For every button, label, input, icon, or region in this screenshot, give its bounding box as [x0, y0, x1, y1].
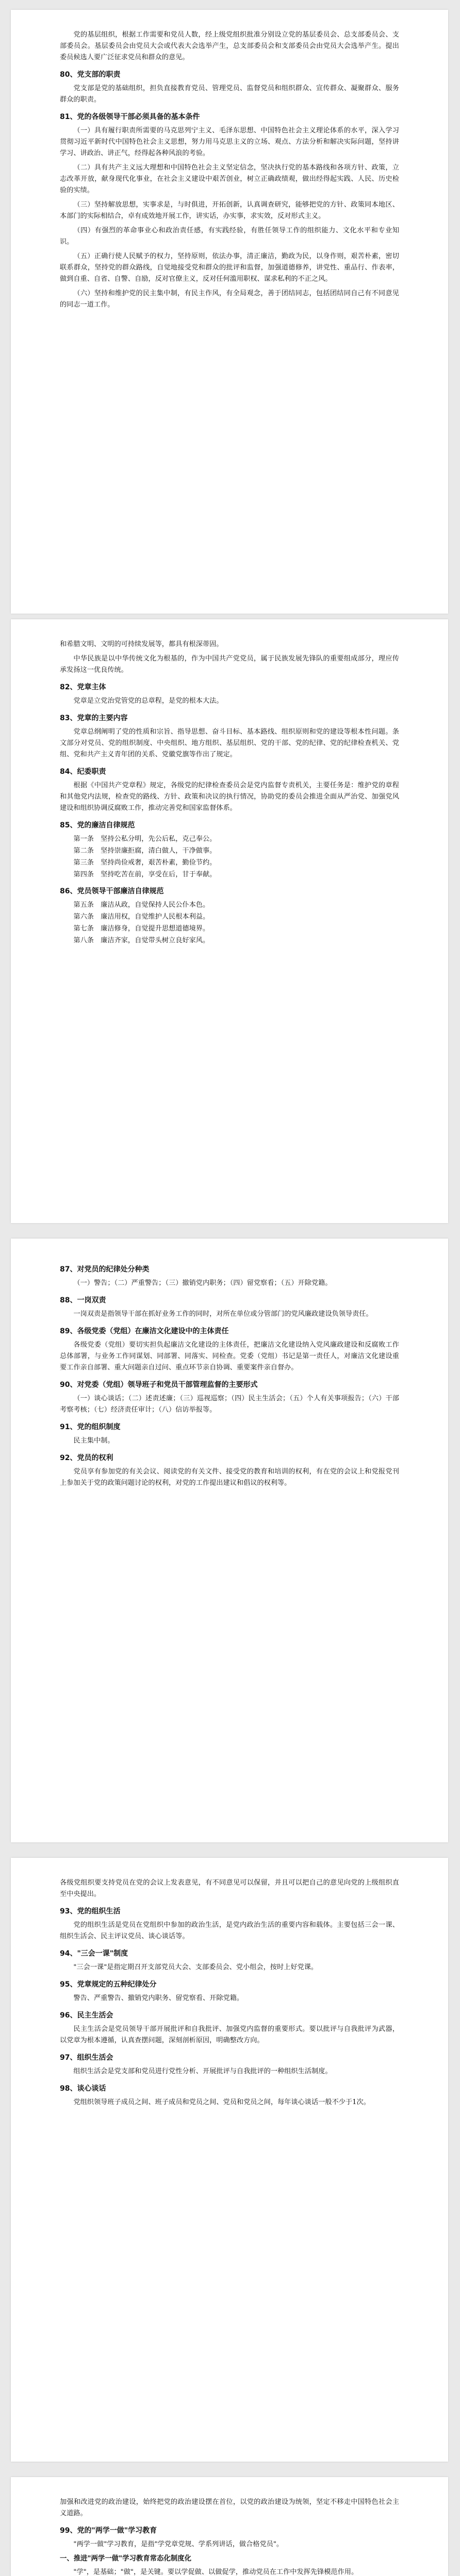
list-item: 第二条 坚持崇廉拒腐，清白做人，干净做事。 [73, 847, 217, 855]
section-heading: 94、"三会一课"制度 [60, 1950, 128, 1958]
section-heading: 92、党员的权利 [60, 1454, 113, 1462]
paragraph: （二）具有共产主义远大理想和中国特色社会主义坚定信念，坚决执行党的基本路线和各项方针、政策，立志改革开放，献身现代化事业，在社会主义建设中艰苦创业，树立正确政绩观，做出经得起实践、人民、历史检验的实绩。 [60, 164, 399, 194]
paragraph: 党的组织生活是党员在党组织中参加的政治生活，是党内政治生活的重要内容和载体。主要包括三会一课、组织生活会、民主评议党员、谈心谈话等。 [60, 1921, 399, 1940]
list-item: 第三条 坚持尚俭戒奢，艰苦朴素，勤俭节约。 [73, 859, 217, 867]
document-page [11, 1858, 448, 2462]
paragraph: （六）坚持和维护党的民主集中制，有民主作风，有全局观念，善于团结同志，包括团结同自己有不同意见的同志一道工作。 [60, 290, 399, 309]
section-heading: 80、党支部的职责 [60, 71, 121, 79]
section-heading: 90、对党委（党组）领导班子和党员干部管理监督的主要形式 [60, 1381, 258, 1389]
section-heading: 99、党的"两学一做"学习教育 [60, 2527, 157, 2535]
section-heading: 88、一岗双责 [60, 1296, 106, 1304]
paragraph: 和希腊文明、文明的可持续发展等，都具有根深蒂固。 [60, 640, 223, 648]
section-heading: 81、党的各级领导干部必须具备的基本条件 [60, 113, 200, 121]
paragraph: 加强和改进党的政治建设，始终把党的政治建设摆在首位，以党的政治建设为统领，坚定不移走中国特色社会主义道路。 [60, 2498, 399, 2517]
paragraph: "三会一课"是指定期召开支部党员大会、支部委员会、党小组会，按时上好党课。 [73, 1963, 318, 1971]
paragraph: 中华民族是以中华传统文化为根基的，作为中国共产党党员，属于民族发展先锋队的重要组成部分，理应传承发扬这一优良传统。 [60, 655, 399, 674]
document-page [11, 1239, 448, 1842]
section-heading: 83、党章的主要内容 [60, 714, 128, 722]
section-heading: 82、党章主体 [60, 683, 106, 691]
section-heading: 86、党员领导干部廉洁自律规范 [60, 887, 164, 895]
section-heading: 93、党的组织生活 [60, 1907, 121, 1916]
list-item: 第八条 廉洁齐家，自觉带头树立良好家风。 [73, 937, 210, 944]
section-heading: 91、党的组织制度 [60, 1423, 121, 1431]
paragraph: 一岗双责是指领导干部在抓好业务工作的同时，对所在单位或分管部门的党风廉政建设负领导责任。 [73, 1310, 373, 1318]
list-item: 第五条 廉洁从政，自觉保持人民公仆本色。 [73, 901, 210, 909]
paragraph: （一）谈心谈话；（二）述责述廉；（三）巡视巡察；（四）民主生活会；（五）个人有关事项报告；（六）干部考察考核；（七）经济责任审计；（八）信访举报等。 [60, 1395, 399, 1414]
paragraph: （一）警告；（二）严重警告；（三）撤销党内职务；（四）留党察看；（五）开除党籍。 [73, 1279, 332, 1287]
paragraph: 民主生活会是党员领导干部开展批评和自我批评、加强党内监督的重要形式。要以批评与自我批评为武器，以党章为根本遵循，认真查摆问题，深刻剖析原因，明确整改方向。 [60, 2025, 399, 2044]
section-heading: 95、党章规定的五种纪律处分 [60, 1980, 157, 1989]
paragraph: 党章是立党治党管党的总章程，是党的根本大法。 [73, 697, 223, 705]
list-item: 第四条 坚持吃苦在前，享受在后，甘于奉献。 [73, 871, 217, 878]
paragraph: 党支部是党的基础组织，担负直接教育党员、管理党员、监督党员和组织群众、宣传群众、凝聚群众、服务群众的职责。 [60, 84, 399, 104]
paragraph: （一）具有履行职责所需要的马克思列宁主义、毛泽东思想、中国特色社会主义理论体系的水平，深入学习贯彻习近平新时代中国特色社会主义思想，努力用马克思主义的立场、观点、方法分析和解决实际问题，坚持讲学习、讲政治、讲正气，经得起各种风浪的考验。 [60, 127, 399, 157]
paragraph: "两学一做"学习教育，是指"学党章党规、学系列讲话，做合格党员"。 [73, 2540, 284, 2548]
paragraph: 各级党组织要支持党员在党的会议上发表意见，有不同意见可以保留，并且可以把自己的意见向党的上级组织直至中央提出。 [60, 1879, 399, 1898]
section-heading: 89、各级党委（党组）在廉洁文化建设中的主体责任 [60, 1327, 229, 1335]
paragraph: 各级党委（党组）要切实担负起廉洁文化建设的主体责任，把廉洁文化建设纳入党风廉政建设和反腐败工作总体部署，与业务工作同谋划、同部署、同落实、同检查。党委（党组）书记是第一责任人，对廉洁文化建设重要工作亲自部署、重大问题亲自过问、重点环节亲自协调、重要案件亲自督办。 [60, 1341, 399, 1371]
paragraph: （三）坚持解放思想，实事求是，与时俱进，开拓创新，认真调查研究，能够把党的方针、政策同本地区、本部门的实际相结合，卓有成效地开展工作，讲实话，办实事，求实效，反对形式主义。 [60, 201, 399, 220]
section-heading: 87、对党员的纪律处分种类 [60, 1265, 150, 1274]
document-page [11, 2477, 448, 2576]
paragraph: 组织生活会是党支部和党员进行党性分析、开展批评与自我批评的一种组织生活制度。 [73, 2067, 332, 2075]
list-item: 第一条 坚持公私分明，先公后私，克己奉公。 [73, 835, 217, 843]
paragraph: 党的基层组织，根据工作需要和党员人数，经上级党组织批准分别设立党的基层委员会、总支部委员会、支部委员会。基层委员会由党员大会或代表大会选举产生，总支部委员会和支部委员会由党员大会选举产生。提出委员候选人要广泛征求党员和群众的意见。 [60, 31, 399, 61]
list-item: 第七条 廉洁修身，自觉提升思想道德境界。 [73, 925, 210, 933]
section-heading: 84、纪委职责 [60, 768, 106, 776]
section-heading: 96、民主生活会 [60, 2011, 113, 2020]
document-page [11, 10, 448, 614]
paragraph: （四）有强烈的革命事业心和政治责任感，有实践经验，有胜任领导工作的组织能力、文化水平和专业知识。 [60, 227, 399, 246]
paragraph: "学"，是基础；"做"，是关键。要以学促做、以做促学，推动党员在工作中发挥先锋模范作用。 [73, 2568, 358, 2576]
paragraph: 党章总纲阐明了党的性质和宗旨、指导思想、奋斗目标、基本路线、组织原则和党的建设等根本性问题。条文部分对党员、党的组织制度、中央组织、地方组织、基层组织、党的干部、党的纪律、党的纪律检查机关、党组、党和共产主义青年团的关系、党徽党旗等作出了规定。 [60, 728, 399, 758]
paragraph: 警告、严重警告、撤销党内职务、留党察看、开除党籍。 [73, 1994, 244, 2002]
subsection-heading: 一、推进"两学一做"学习教育常态化制度化 [60, 2555, 191, 2563]
paragraph: 民主集中制。 [73, 1437, 114, 1445]
paragraph: 党员享有参加党的有关会议、阅读党的有关文件、接受党的教育和培训的权利，有在党的会议上和党报党刊上参加关于党的政策问题讨论的权利，对党的工作提出建议和倡议的权利等。 [60, 1468, 399, 1487]
list-item: 第六条 廉洁用权，自觉维护人民根本利益。 [73, 913, 210, 921]
paragraph: 党组织领导班子成员之间、班子成员和党员之间、党员和党员之间，每年谈心谈话一般不少于1次。 [73, 2098, 370, 2106]
paragraph: （五）正确行使人民赋予的权力，坚持原则，依法办事，清正廉洁，勤政为民，以身作则，艰苦朴素，密切联系群众，坚持党的群众路线，自觉地接受党和群众的批评和监督，加强道德修养，讲党性、重品行、作表率，做到自重、自省、自警、自励，反对官僚主义，反对任何滥用职权、谋求私利的不正之风。 [60, 252, 399, 283]
paragraph: 根据《中国共产党章程》规定，各级党的纪律检查委员会是党内监督专责机关，主要任务是：维护党的章程和其他党内法规，检查党的路线、方针、政策和决议的执行情况，协助党的委员会推进全面从严治党、加强党风建设和组织协调反腐败工作，推动完善党和国家监督体系。 [60, 782, 399, 812]
section-heading: 85、党的廉洁自律规范 [60, 821, 135, 829]
section-heading: 97、组织生活会 [60, 2054, 113, 2062]
section-heading: 98、谈心谈话 [60, 2084, 106, 2093]
document-page [11, 619, 448, 1223]
